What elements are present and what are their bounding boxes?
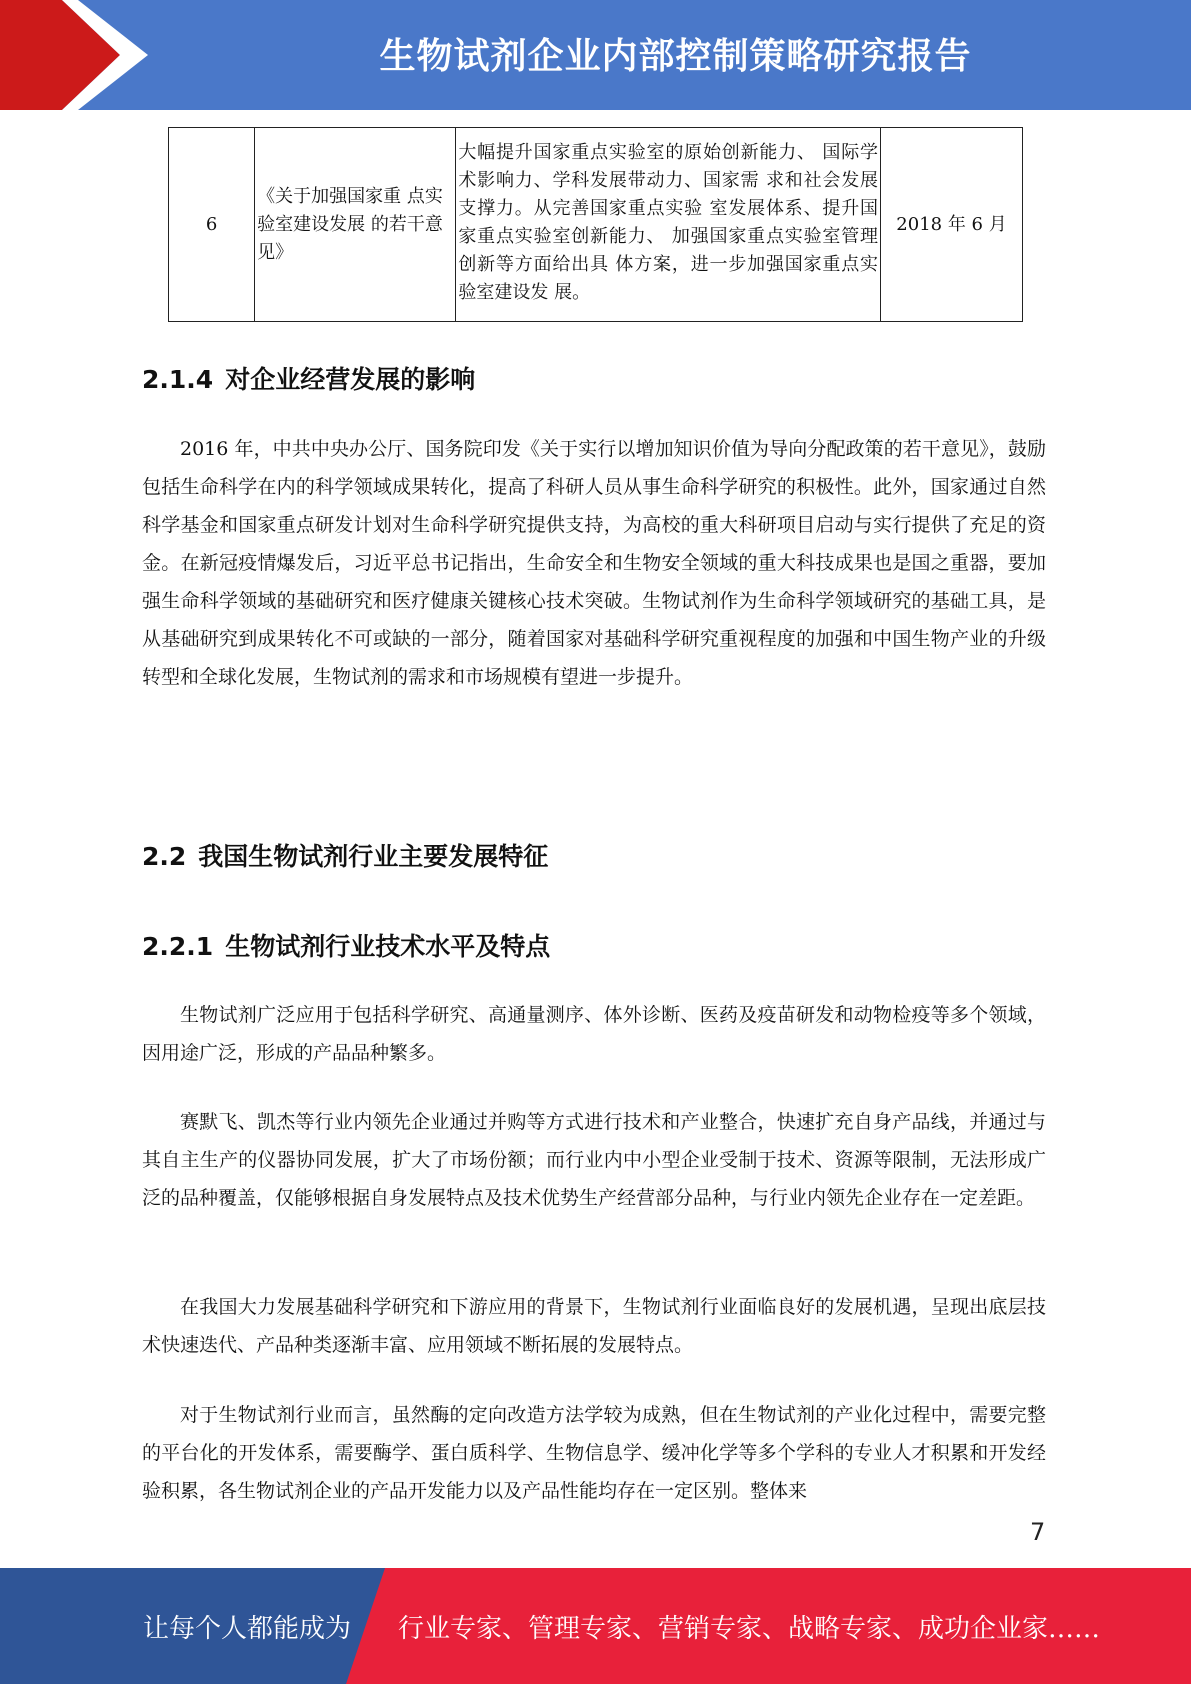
section-number: 2.2.1 [142,932,214,961]
table-cell-index: 6 [169,128,255,322]
paragraph: 赛默飞、凯杰等行业内领先企业通过并购等方式进行技术和产业整合，快速扩充自身产品线，并通过与其自主生产的仪器协同发展，扩大了市场份额；而行业内中小型企业受制于技术、资源等限制，无法形成广泛的品种覆盖，仅能够根据自身发展特点及技术优势生产经营部分品种，与行业内领先企业存在一定差距。 [142,1111,1046,1209]
footer-slogan-left: 让每个人都能成为 [143,1614,352,1644]
section-number: 2.2 [142,842,187,871]
section-title: 对企业经营发展的影响 [225,365,476,394]
chevron-arrow-icon [0,0,160,110]
footer-banner [0,1568,1191,1684]
header-banner [0,0,1191,110]
table-cell-description: 大幅提升国家重点实验室的原始创新能力、 国际学术影响力、学科发展带动力、国家需 求和社会发展支撑力。从完善国家重点实验 室发展体系、提升国家重点实验室创新能力、 加强国家重点实验室管理创新等方面给出具 体方案，进一步加强国家重点实验室建设发 展。 [456,128,881,322]
table-cell-date: 2018 年 6 月 [881,128,1023,322]
paragraph: 在我国大力发展基础科学研究和下游应用的背景下，生物试剂行业面临良好的发展机遇，呈现出底层技术快速迭代、产品种类逐渐丰富、应用领域不断拓展的发展特点。 [142,1296,1046,1356]
section-number: 2.1.4 [142,365,214,394]
section-title: 生物试剂行业技术水平及特点 [225,932,551,961]
paragraph: 生物试剂广泛应用于包括科学研究、高通量测序、体外诊断、医药及疫苗研发和动物检疫等多个领域，因用途广泛，形成的产品品种繁多。 [142,1004,1046,1064]
section-heading-2-1-4 [142,360,475,396]
page-number: 7 [1030,1518,1046,1546]
section-heading-2-2-1 [142,927,550,963]
section-heading-2-2 [142,837,548,873]
policy-table [168,127,1023,322]
table-cell-policy-name: 《关于加强国家重 点实验室建设发展 的若干意见》 [255,128,456,322]
section-title: 我国生物试剂行业主要发展特征 [198,842,549,871]
report-title: 生物试剂企业内部控制策略研究报告 [379,36,972,77]
paragraph: 2016 年，中共中央办公厅、国务院印发《关于实行以增加知识价值为导向分配政策的若干意见》，鼓励包括生命科学在内的科学领域成果转化，提高了科研人员从事生命科学研究的积极性。此外，国家通过自然科学基金和国家重点研发计划对生命科学研究提供支持，为高校的重大科研项目启动与实行提供了充足的资金。在新冠疫情爆发后，习近平总书记指出，生命安全和生物安全领域的重大科技成果也是国之重器，要加强生命科学领域的基础研究和医疗健康关键核心技术突破。生物试剂作为生命科学领域研究的基础工具，是从基础研究到成果转化不可或缺的一部分，随着国家对基础科学研究重视程度的加强和中国生物产业的升级转型和全球化发展，生物试剂的需求和市场规模有望进一步提升。 [142,438,1046,688]
footer-slogan-right: 行业专家、管理专家、营销专家、战略专家、成功企业家…… [398,1614,1101,1644]
table-row [169,128,1023,322]
paragraph: 对于生物试剂行业而言，虽然酶的定向改造方法学较为成熟，但在生物试剂的产业化过程中，需要完整的平台化的开发体系，需要酶学、蛋白质科学、生物信息学、缓冲化学等多个学科的专业人才积累和开发经验积累，各生物试剂企业的产品开发能力以及产品性能均存在一定区别。整体来 [142,1404,1046,1502]
